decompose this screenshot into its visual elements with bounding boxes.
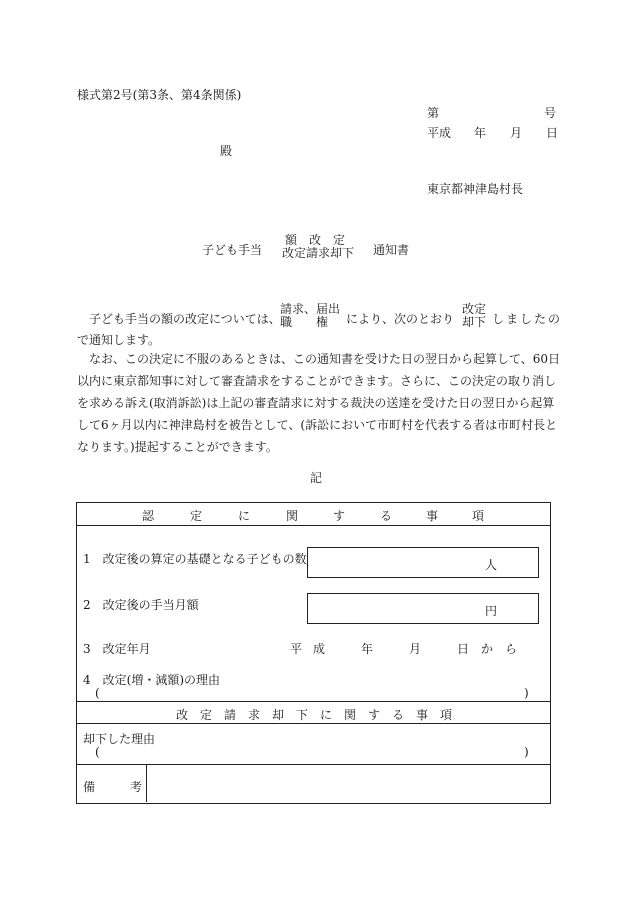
- date-char: 年: [361, 642, 374, 656]
- item4-reason-label: 4 改定(増・減額)の理由: [83, 673, 220, 687]
- header-char: 事: [416, 708, 429, 722]
- option-request: 請求、届出: [280, 302, 341, 316]
- option-authority: 職 権: [280, 315, 329, 329]
- header-char: 項: [472, 509, 485, 523]
- table-divider: [76, 764, 550, 765]
- header-char: 下: [296, 708, 309, 722]
- date-char: 平: [290, 642, 303, 656]
- number-prefix: 第: [427, 106, 440, 120]
- appeal-line: 以内に東京都知事に対して審査請求をすることができます。さらに、この決定の取り消し: [77, 374, 557, 388]
- header-char: る: [380, 509, 393, 523]
- header-char: る: [392, 708, 405, 722]
- appeal-notice-paragraph: [77, 348, 561, 458]
- appeal-line: して6ヶ月以内に神津島村を被告として、(訴訟において市町村を代表する者は市町村長と: [77, 418, 558, 432]
- header-char: 項: [440, 708, 453, 722]
- table-divider: [76, 701, 550, 702]
- monthly-amount-unit: 円: [485, 604, 498, 618]
- reject-paren-open: (: [95, 745, 100, 759]
- header-char: に: [238, 509, 251, 523]
- reject-reason-label: 却下した理由: [83, 732, 156, 746]
- reason-paren-open: (: [95, 686, 100, 700]
- title-option-amount-change: 額 改 定: [285, 233, 346, 247]
- header-char: に: [320, 708, 333, 722]
- header-char: 改: [176, 708, 189, 722]
- body-text-1-line2: で通知します。: [77, 333, 161, 347]
- table-divider: [76, 525, 550, 526]
- table-divider: [76, 723, 550, 724]
- issuer-name: 東京都神津島村長: [427, 182, 524, 196]
- date-char: か: [481, 642, 494, 656]
- form-number: 様式第2号(第3条、第4条関係): [77, 88, 242, 102]
- title-option-request-reject: 改定請求却下: [282, 246, 355, 260]
- option-reject: 却下: [462, 315, 487, 329]
- remarks-field[interactable]: [148, 766, 548, 801]
- date-char: 月: [409, 642, 422, 656]
- body-text-1b: により、次のとおり: [346, 312, 455, 326]
- addressee-honorific: 殿: [220, 144, 233, 158]
- date-year-unit: 年: [474, 126, 487, 140]
- reason-paren-close: ): [524, 686, 529, 700]
- item2-monthly-amount-label: 2 改定後の手当月額: [83, 598, 199, 612]
- item1-children-count-label: 1 改定後の算定の基礎となる子どもの数: [83, 552, 307, 566]
- title-options: [282, 234, 354, 260]
- header-char: 却: [272, 708, 285, 722]
- header-char: 求: [248, 708, 261, 722]
- biko-divider: [146, 764, 147, 802]
- monthly-amount-field[interactable]: [307, 593, 539, 624]
- date-month-unit: 月: [510, 126, 523, 140]
- item3-revision-date-label: 3 改定年月: [83, 642, 151, 656]
- date-day-unit: 日: [546, 126, 559, 140]
- header-char: す: [333, 509, 346, 523]
- remarks-char: 備: [83, 780, 96, 794]
- body-text-1c: しましたの: [492, 312, 563, 326]
- date-era: 平成: [427, 126, 452, 140]
- header-char: 認: [142, 509, 155, 523]
- title-prefix: 子ども手当: [202, 243, 263, 257]
- children-count-unit: 人: [485, 558, 498, 572]
- children-count-field[interactable]: [307, 547, 539, 578]
- header-char: 定: [200, 708, 213, 722]
- header-char: す: [368, 708, 381, 722]
- number-suffix: 号: [544, 106, 557, 120]
- header-char: 定: [190, 509, 203, 523]
- title-suffix: 通知書: [373, 243, 410, 257]
- remarks-char: 考: [130, 780, 143, 794]
- body-text-1a: 子ども手当の額の改定については、: [89, 312, 281, 326]
- header-char: 関: [286, 509, 299, 523]
- date-char: ら: [505, 642, 518, 656]
- date-char: 成: [313, 642, 326, 656]
- appeal-line: なお、この決定に不服のあるときは、この通知書を受けた日の翌日から起算して、60日: [89, 352, 561, 366]
- ki-heading: 記: [310, 471, 323, 485]
- date-char: 日: [457, 642, 470, 656]
- header-char: 関: [344, 708, 357, 722]
- reject-paren-close: ): [524, 745, 529, 759]
- option-change: 改定: [462, 302, 487, 316]
- appeal-line: なります。)提起することができます。: [77, 440, 278, 454]
- option-change-or-reject: [462, 303, 486, 329]
- option-request-or-authority: [280, 303, 340, 329]
- header-char: 事: [426, 509, 439, 523]
- header-char: 請: [224, 708, 237, 722]
- appeal-line: を求める訴え(取消訴訟)は上記の審査請求に対する裁決の送達を受けた日の翌日から起算: [77, 396, 555, 410]
